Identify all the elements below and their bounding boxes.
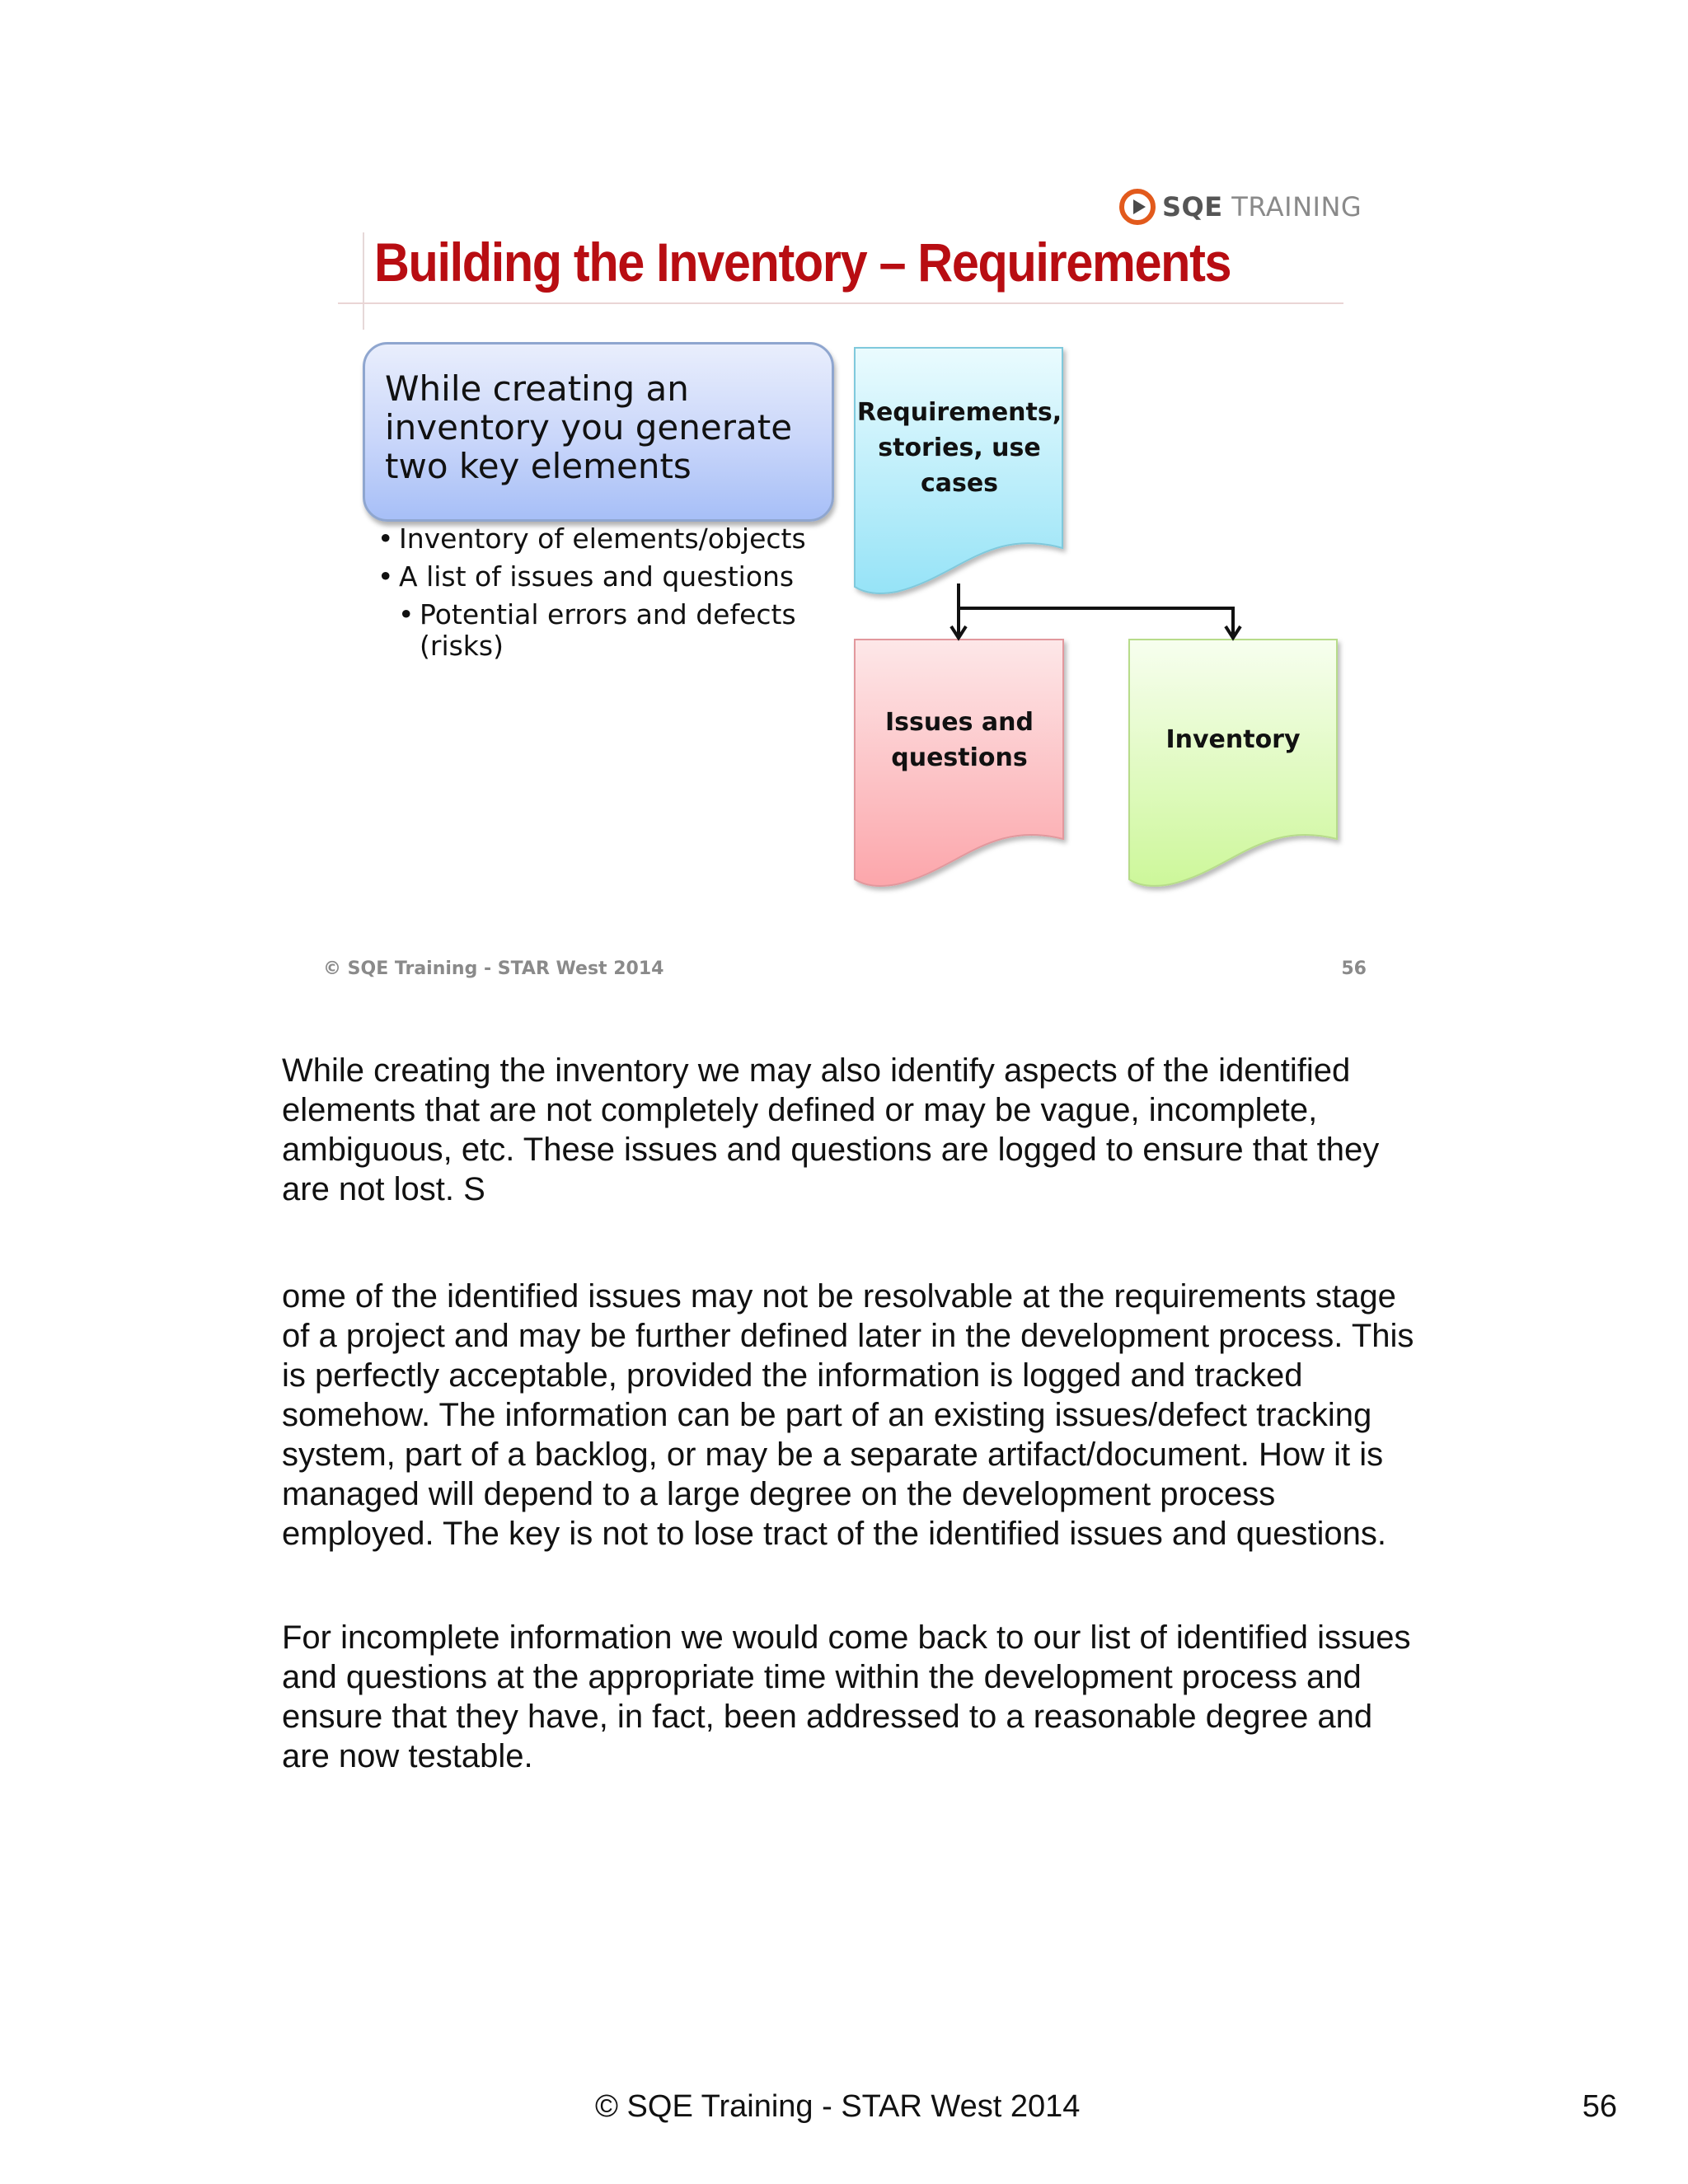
notes-paragraph: While creating the inventory we may also identify aspects of the identified elements that are not completely defined or may be vague, incomplete, ambiguous, etc. These issues and questions are logged to ensure that they are not lost. S [282,1052,1380,1207]
flow-diagram [0,0,1688,1014]
sub-bullet-item: • Potential errors and defects (risks) [398,599,839,662]
inventory-document-label [1130,722,1336,757]
label-line: cases [920,469,999,498]
connector-line [959,608,1233,635]
notes-paragraph: For incomplete information we would come back to our list of identified issues and questions at the appropriate time within the development process and ensure that they have, in fact, been addressed to a reasonable degree and are now testable. [282,1619,1411,1774]
notes-paragraph: ome of the identified issues may not be resolvable at the requirements stage of a project and may be further defined later in the development process. This is perfectly acceptable, provided the information is logged and tracked somehow. The information can be part of an existing issues/defect tracking system, part of a backlog, or may be a separate artifact/document. How it is managed will depend to a large degree on the development process employed. The key is not to lose tract of the identified issues and questions. [282,1278,1414,1552]
issues-document-label [856,705,1062,776]
inventory-document-shape [1129,640,1337,886]
slide-footer: © SQE Training - STAR West 2014 [323,958,664,979]
requirements-document-label [856,395,1062,501]
label-line: Inventory [1165,725,1301,754]
label-line: Issues and [885,708,1034,737]
page-number: 56 [1582,2089,1617,2124]
page-footer: © SQE Training - STAR West 2014 [595,2089,1081,2124]
label-line: questions [891,743,1028,772]
label-line: stories, use [878,434,1041,462]
logo-brand: SQE [1162,191,1223,223]
bullet-item: • A list of issues and questions [377,561,839,593]
slide-title: Building the Inventory – Requirements [374,232,1231,293]
connector-arrows [951,583,1240,638]
callout-text: While creating an inventory you generate two key elements [385,368,793,486]
speaker-notes [282,1051,1419,1776]
slide [0,0,1688,1014]
slide-number: 56 [1341,958,1367,979]
label-line: Requirements, [856,398,1062,427]
logo-suffix: TRAINING [1231,191,1362,223]
bullet-item: • Inventory of elements/objects [377,523,839,555]
